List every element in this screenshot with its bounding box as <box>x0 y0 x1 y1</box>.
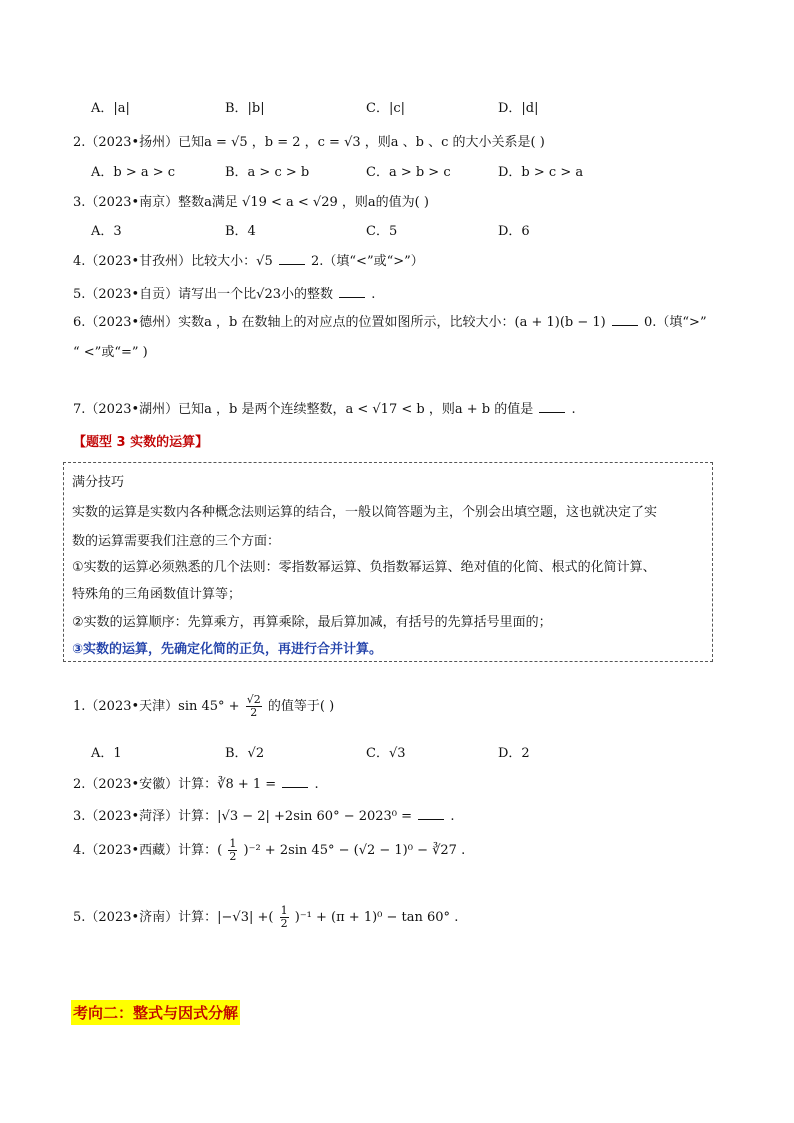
practice-5 <box>73 905 458 930</box>
practice-5-text-end: )⁻¹ + (π + 1)⁰ − tan 60° . <box>294 910 459 925</box>
tip-line-6: ③实数的运算，先确定化简的正负，再进行合并计算。 <box>72 642 383 657</box>
q2-option-d: D．b > c > a <box>498 165 584 180</box>
tip-line-2: 数的运算需要我们注意的三个方面： <box>72 534 281 549</box>
q3-option-b: B．4 <box>225 224 256 239</box>
question-4-text: 4.（2023•甘孜州）比较大小：√5 <box>73 254 273 269</box>
practice-2 <box>73 773 319 792</box>
fraction-numerator: 1 <box>229 837 237 850</box>
section-title: 考向二：整式与因式分解 <box>71 1000 240 1025</box>
practice-1 <box>73 694 334 719</box>
question-5-text: 5.（2023•自贡）请写出一个比√23小的整数 <box>73 287 333 302</box>
tip-line-5: ②实数的运算顺序：先算乘方，再算乘除，最后算加减，有括号的先算括号里面的； <box>72 615 552 630</box>
question-6 <box>73 311 707 330</box>
tip-title: 满分技巧 <box>72 475 125 490</box>
answer-blank[interactable] <box>282 775 308 788</box>
q2-option-a: A．b > a > c <box>91 165 176 180</box>
practice-2-text: 2.（2023•安徽）计算：∛8 + 1 = <box>73 777 277 792</box>
practice-4-text-end: )⁻² + 2sin 45° − (√2 − 1)⁰ − ∛27 . <box>243 843 466 858</box>
fraction <box>228 838 237 863</box>
practice-3-text: 3.（2023•菏泽）计算：|√3 − 2| +2sin 60° − 2023⁰ = <box>73 809 413 824</box>
q3-option-a: A．3 <box>91 224 122 239</box>
q3-option-d: D．6 <box>498 224 530 239</box>
question-6-line-2: “ <”或“=” ) <box>73 345 148 360</box>
fraction-denominator: 2 <box>229 850 237 863</box>
q1-option-a: A．|a| <box>91 101 130 116</box>
question-5-text-end: . <box>371 287 376 302</box>
fraction-denominator: 2 <box>280 917 288 930</box>
answer-blank[interactable] <box>279 252 305 265</box>
p1-option-c: C．√3 <box>366 746 406 761</box>
practice-3-text-end: . <box>450 809 455 824</box>
fraction-numerator: 1 <box>280 904 288 917</box>
q2-option-b: B．a > c > b <box>225 165 310 180</box>
question-3: 3.（2023•南京）整数a满足 √19 < a < √29 ，则a的值为( ) <box>73 195 429 210</box>
practice-1-text: 1.（2023•天津）sin 45° + <box>73 699 240 714</box>
question-5 <box>73 283 375 302</box>
fraction <box>246 694 262 719</box>
section-heading: 【题型 3 实数的运算】 <box>73 435 209 450</box>
tip-line-4: 特殊角的三角函数值计算等； <box>72 587 242 602</box>
q1-option-d: D．|d| <box>498 101 539 116</box>
q2-option-c: C．a > b > c <box>366 165 451 180</box>
q3-option-c: C．5 <box>366 224 398 239</box>
practice-3 <box>73 805 454 824</box>
question-4-text-end: 2.（填“<”或“>”） <box>311 254 424 269</box>
question-4 <box>73 250 424 269</box>
question-7 <box>73 398 576 417</box>
question-6-text: 6.（2023•德州）实数a ，b 在数轴上的对应点的位置如图所示，比较大小：(a + 1)(b − 1) <box>73 315 606 330</box>
practice-4 <box>73 838 465 863</box>
tip-line-1: 实数的运算是实数内各种概念法则运算的结合，一般以简答题为主，个别会出填空题，这也就决定了实 <box>72 505 658 520</box>
p1-option-b: B．√2 <box>225 746 265 761</box>
tip-line-3: ①实数的运算必须熟悉的几个法则：零指数幂运算、负指数幂运算、绝对值的化简、根式的化简计算、 <box>72 560 656 575</box>
fraction-denominator: 2 <box>250 706 258 719</box>
p1-option-d: D．2 <box>498 746 530 761</box>
practice-2-text-end: . <box>314 777 319 792</box>
practice-5-text: 5.（2023•济南）计算：|−√3| +( <box>73 910 274 925</box>
q1-option-c: C．|c| <box>366 101 405 116</box>
question-7-text-end: . <box>571 402 576 417</box>
practice-4-text: 4.（2023•西藏）计算：( <box>73 843 223 858</box>
answer-blank[interactable] <box>339 285 365 298</box>
answer-blank[interactable] <box>612 313 638 326</box>
question-2: 2.（2023•扬州）已知a = √5 ，b = 2 ，c = √3 ，则a 、b 、c 的大小关系是( ) <box>73 135 545 150</box>
practice-1-text-end: 的值等于( ) <box>267 699 335 714</box>
fraction <box>280 905 289 930</box>
question-7-text: 7.（2023•湖州）已知a ，b 是两个连续整数，a < √17 < b ，则a + b 的值是 <box>73 402 534 417</box>
fraction-numerator: √2 <box>246 693 261 706</box>
answer-blank[interactable] <box>418 807 444 820</box>
q1-option-b: B．|b| <box>225 101 265 116</box>
p1-option-a: A．1 <box>91 746 122 761</box>
answer-blank[interactable] <box>539 400 565 413</box>
tip-box <box>63 462 713 662</box>
question-6-text-end: 0.（填“>” <box>644 315 707 330</box>
